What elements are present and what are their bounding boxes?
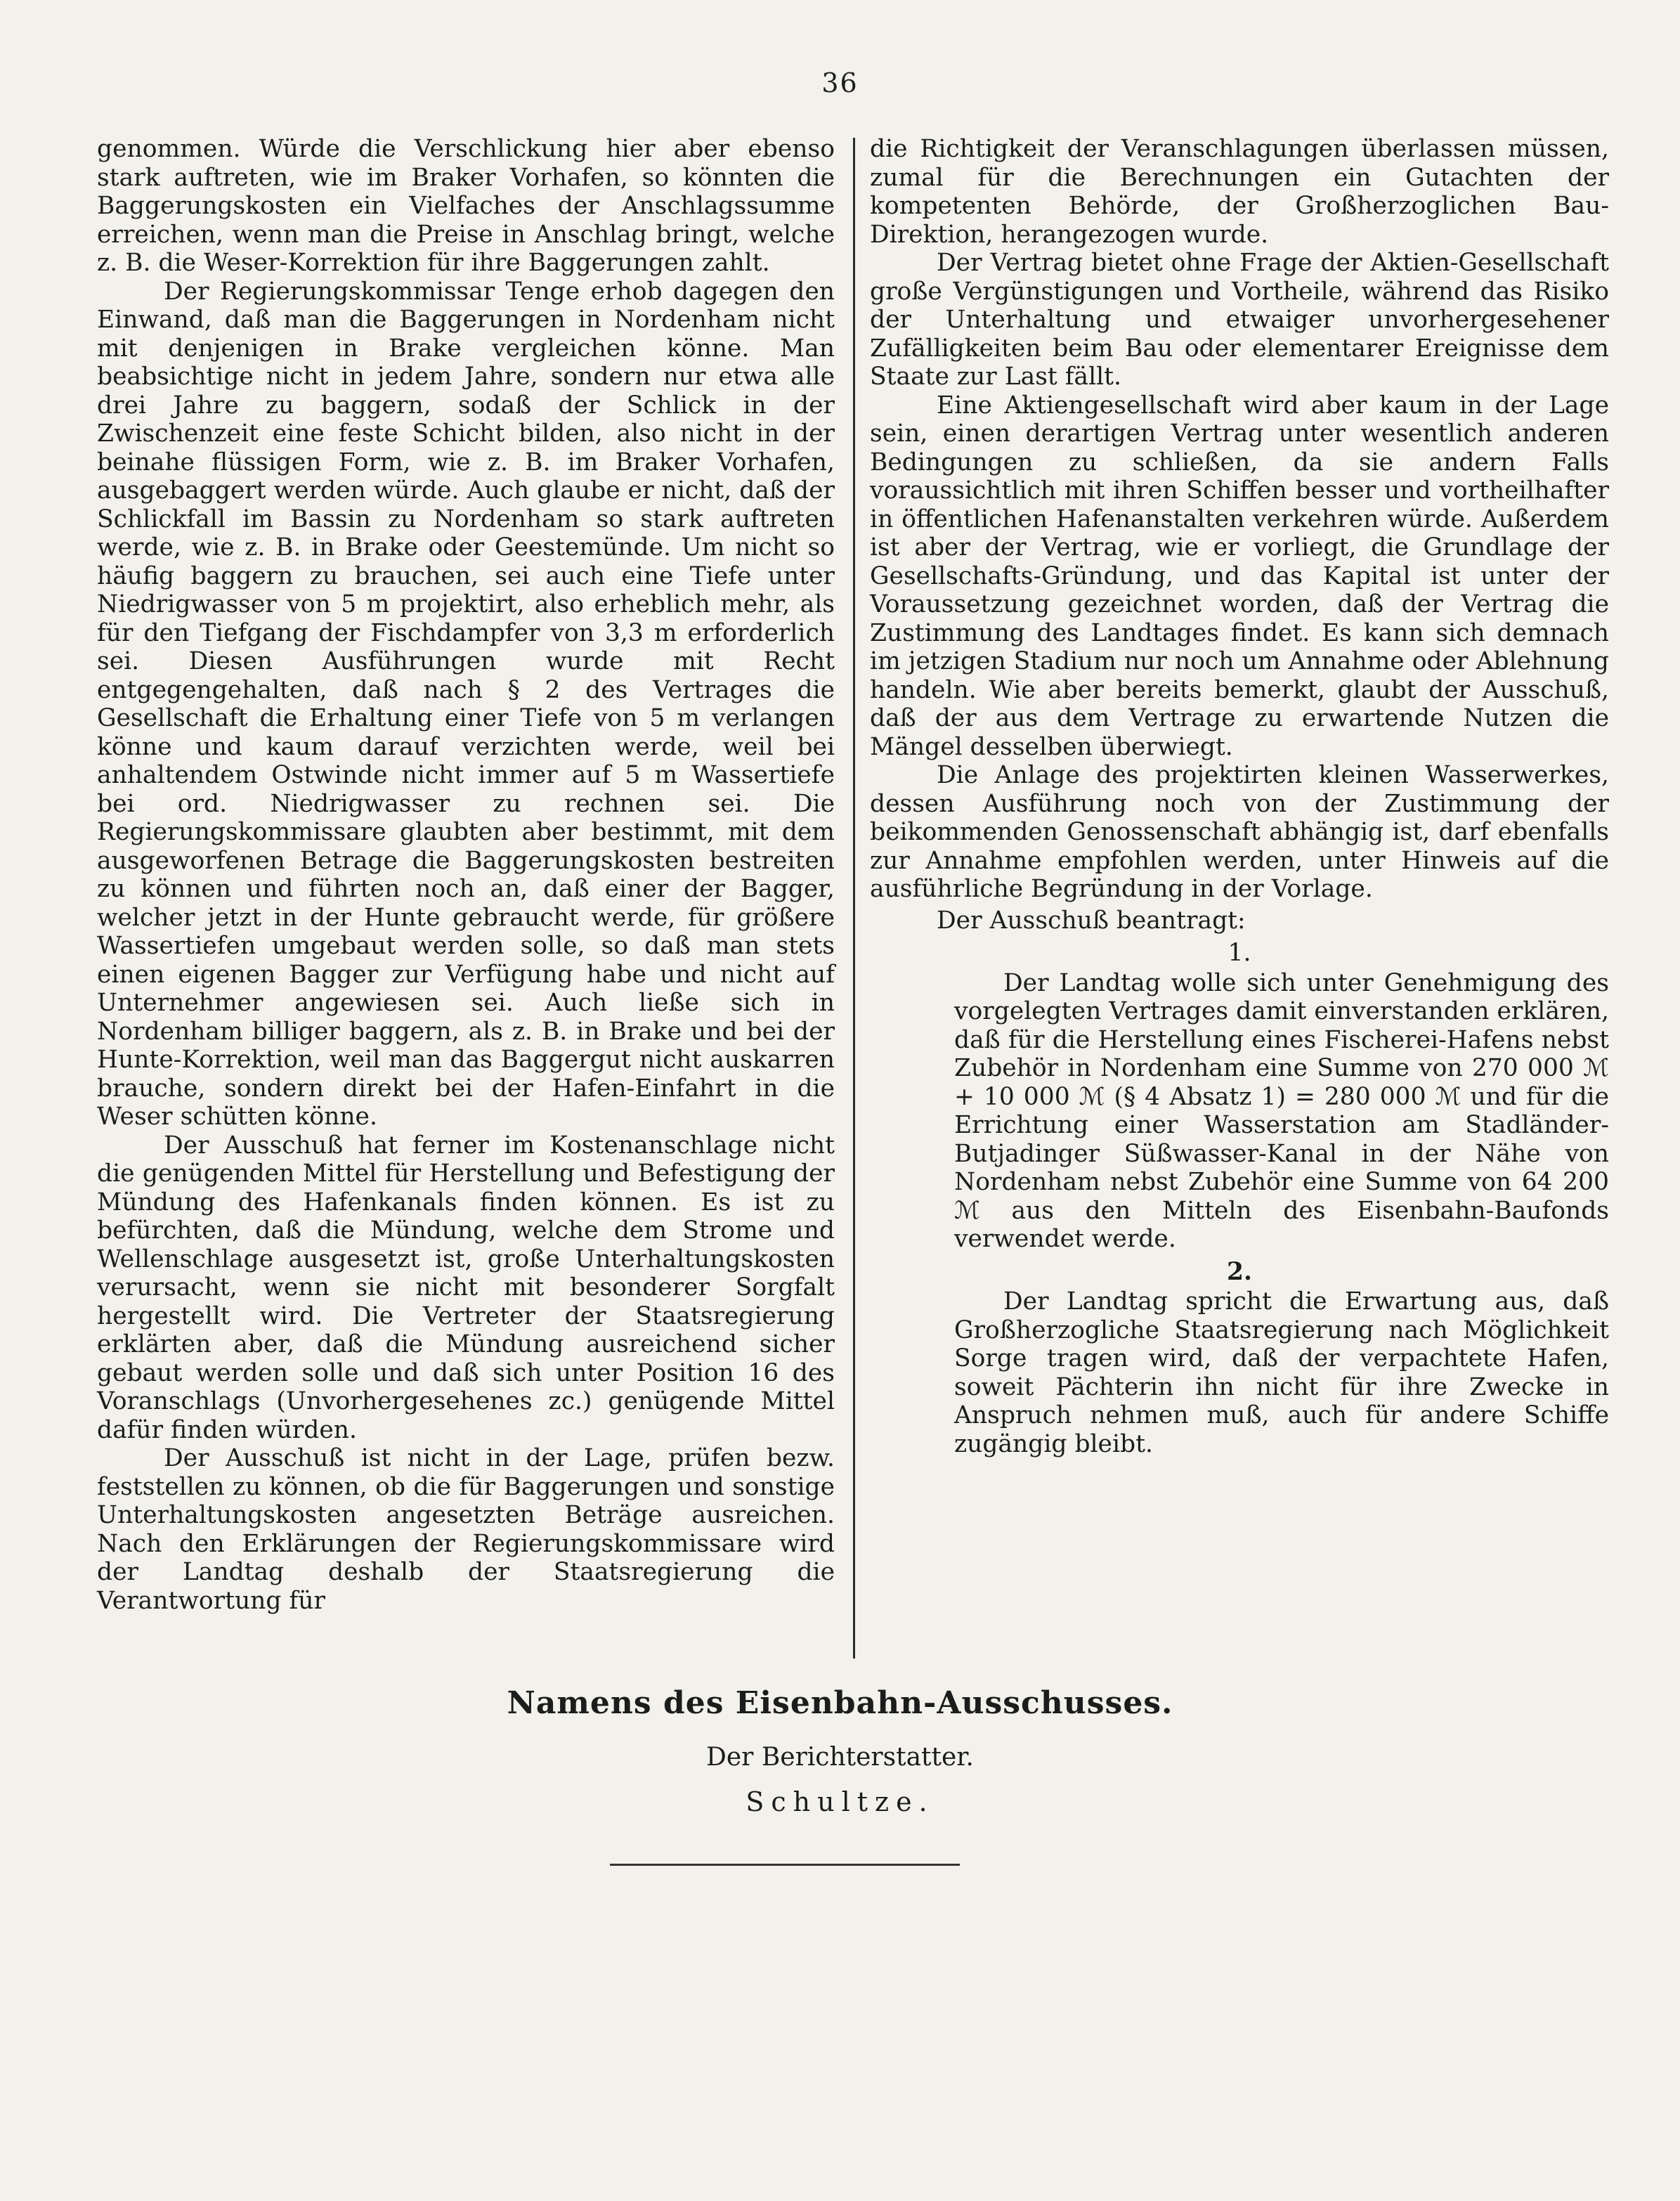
- paragraph: die Richtigkeit der Veranschlagungen überlassen müssen, zumal für die Berechnungen ein Gutachten der kompetenten Behörde, der Großherzoglichen Bau-Direktion, herangezogen wurde.: [870, 135, 1609, 249]
- paragraph: Der Ausschuß hat ferner im Kostenanschlage nicht die genügenden Mittel für Herstellung und Befestigung der Mündung des Hafenkanals finden können. Es ist zu befürchten, daß die Mündung, welche dem Strome und Wellenschlage ausgesetzt ist, große Unterhaltungskosten verursacht, wenn sie nicht mit besonderer Sorgfalt hergestellt wird. Die Vertreter der Staatsregierung erklärten aber, daß die Mündung ausreichend sicher gebaut werden solle und daß sich unter Position 16 des Voranschlags (Unvorhergesehenes zc.) genügende Mittel dafür finden würden.: [97, 1131, 835, 1444]
- left-column: [97, 135, 835, 1615]
- paragraph: genommen. Würde die Verschlickung hier aber ebenso stark auftreten, wie im Braker Vorhafen, so könnten die Baggerungskosten ein Vielfaches der Anschlagssumme erreichen, wenn man die Preise in Anschlag bringt, welche z. B. die Weser-Korrektion für ihre Baggerungen zahlt.: [97, 135, 835, 277]
- paragraph: Der Ausschuß ist nicht in der Lage, prüfen bezw. feststellen zu können, ob die für Baggerungen und sonstige Unterhaltungskosten angesetzten Beträge ausreichen. Nach den Erklärungen der Regierungskommissare wird der Landtag deshalb der Staatsregierung die Verantwortung für: [97, 1444, 835, 1615]
- paragraph: Die Anlage des projektirten kleinen Wasserwerkes, dessen Ausführung noch von der Zustimmung der beikommenden Genossenschaft abhängig ist, darf ebenfalls zur Annahme empfohlen werden, unter Hinweis auf die ausführliche Begründung in der Vorlage.: [870, 761, 1609, 903]
- resolution-text: Der Landtag wolle sich unter Genehmigung des vorgelegten Vertrages damit einverstanden erklären, daß für die Herstellung eines Fischerei-Hafens nebst Zubehör in Nordenham eine Summe von 270 000 ℳ + 10 000 ℳ (§ 4 Absatz 1) = 280 000 ℳ und für die Errichtung einer Wasserstation am Stadländer-Butjadinger Süßwasser-Kanal in der Nähe von Nordenham nebst Zubehör eine Summe von 64 200 ℳ aus den Mitteln des Eisenbahn-Baufonds verwendet werde.: [954, 968, 1609, 1253]
- paragraph: Eine Aktiengesellschaft wird aber kaum in der Lage sein, einen derartigen Vertrag unter wesentlich anderen Bedingungen zu schließen, da sie andern Falls voraussichtlich mit ihren Schiffen besser und vortheilhafter in öffentlichen Hafenanstalten verkehren würde. Außerdem ist aber der Vertrag, wie er vorliegt, die Grundlage der Gesellschafts-Gründung, und das Kapital ist unter der Voraussetzung gezeichnet worden, daß der Vertrag die Zustimmung des Landtages findet. Es kann sich demnach im jetzigen Stadium nur noch um Annahme oder Ablehnung handeln. Wie aber bereits bemerkt, glaubt der Ausschuß, daß der aus dem Vertrage zu erwartende Nutzen die Mängel desselben überwiegt.: [870, 391, 1609, 761]
- right-column: [870, 135, 1609, 1458]
- resolution-number: 2.: [1226, 1257, 1253, 1286]
- page-number: 36: [821, 67, 859, 98]
- resolution-text: Der Landtag spricht die Erwartung aus, daß Großherzogliche Staatsregierung nach Möglichkeit Sorge tragen wird, daß der verpachtete Hafen, soweit Pächterin ihn nicht für ihre Zwecke in Anspruch nehmen muß, auch für andere Schiffe zugängig bleibt.: [954, 1287, 1609, 1458]
- motion-heading: Der Ausschuß beantragt:: [937, 906, 1246, 935]
- signature-title: Namens des Eisenbahn-Ausschusses.: [507, 1685, 1173, 1721]
- signature-role: Der Berichterstatter.: [706, 1743, 974, 1772]
- paragraph: Der Vertrag bietet ohne Frage der Aktien-Gesellschaft große Vergünstigungen und Vortheile, während das Risiko der Unterhaltung und etwaiger unvorhergesehener Zufälligkeiten beim Bau oder elementarer Ereignisse dem Staate zur Last fällt.: [870, 249, 1609, 391]
- bottom-rule: [610, 1864, 960, 1866]
- paragraph: Der Regierungskommissar Tenge erhob dagegen den Einwand, daß man die Baggerungen in Nordenham nicht mit denjenigen in Brake vergleichen könne. Man beabsichtige nicht in jedem Jahre, sondern nur etwa alle drei Jahre zu baggern, sodaß der Schlick in der Zwischenzeit eine feste Schicht bilden, also nicht in der beinahe flüssigen Form, wie z. B. im Braker Vorhafen, ausgebaggert werden würde. Auch glaube er nicht, daß der Schlickfall im Bassin zu Nordenham so stark auftreten werde, wie z. B. in Brake oder Geestemünde. Um nicht so häufig baggern zu brauchen, sei auch eine Tiefe unter Niedrigwasser von 5 m projektirt, also erheblich mehr, als für den Tiefgang der Fischdampfer von 3,3 m erforderlich sei. Diesen Ausführungen wurde mit Recht entgegengehalten, daß nach § 2 des Vertrages die Gesellschaft die Erhaltung einer Tiefe von 5 m verlangen könne und kaum darauf verzichten werde, weil bei anhaltendem Ostwinde nicht immer auf 5 m Wassertiefe bei ord. Niedrigwasser zu rechnen sei. Die Regierungskommissare glaubten aber bestimmt, mit dem ausgeworfenen Betrage die Baggerungskosten bestreiten zu können und führten noch an, daß einer der Bagger, welcher jetzt in der Hunte gebraucht werde, für größere Wassertiefen umgebaut werden solle, so daß man stets einen eigenen Bagger zur Verfügung habe und nicht auf Unternehmer angewiesen sei. Auch ließe sich in Nordenham billiger baggern, als z. B. in Brake und bei der Hunte-Korrektion, weil man das Baggergut nicht auskarren brauche, sondern direkt bei der Hafen-Einfahrt in die Weser schütten könne.: [97, 277, 835, 1131]
- signature-name: Schultze.: [745, 1786, 935, 1817]
- column-divider: [853, 138, 855, 1658]
- resolution-number: 1.: [1228, 939, 1251, 967]
